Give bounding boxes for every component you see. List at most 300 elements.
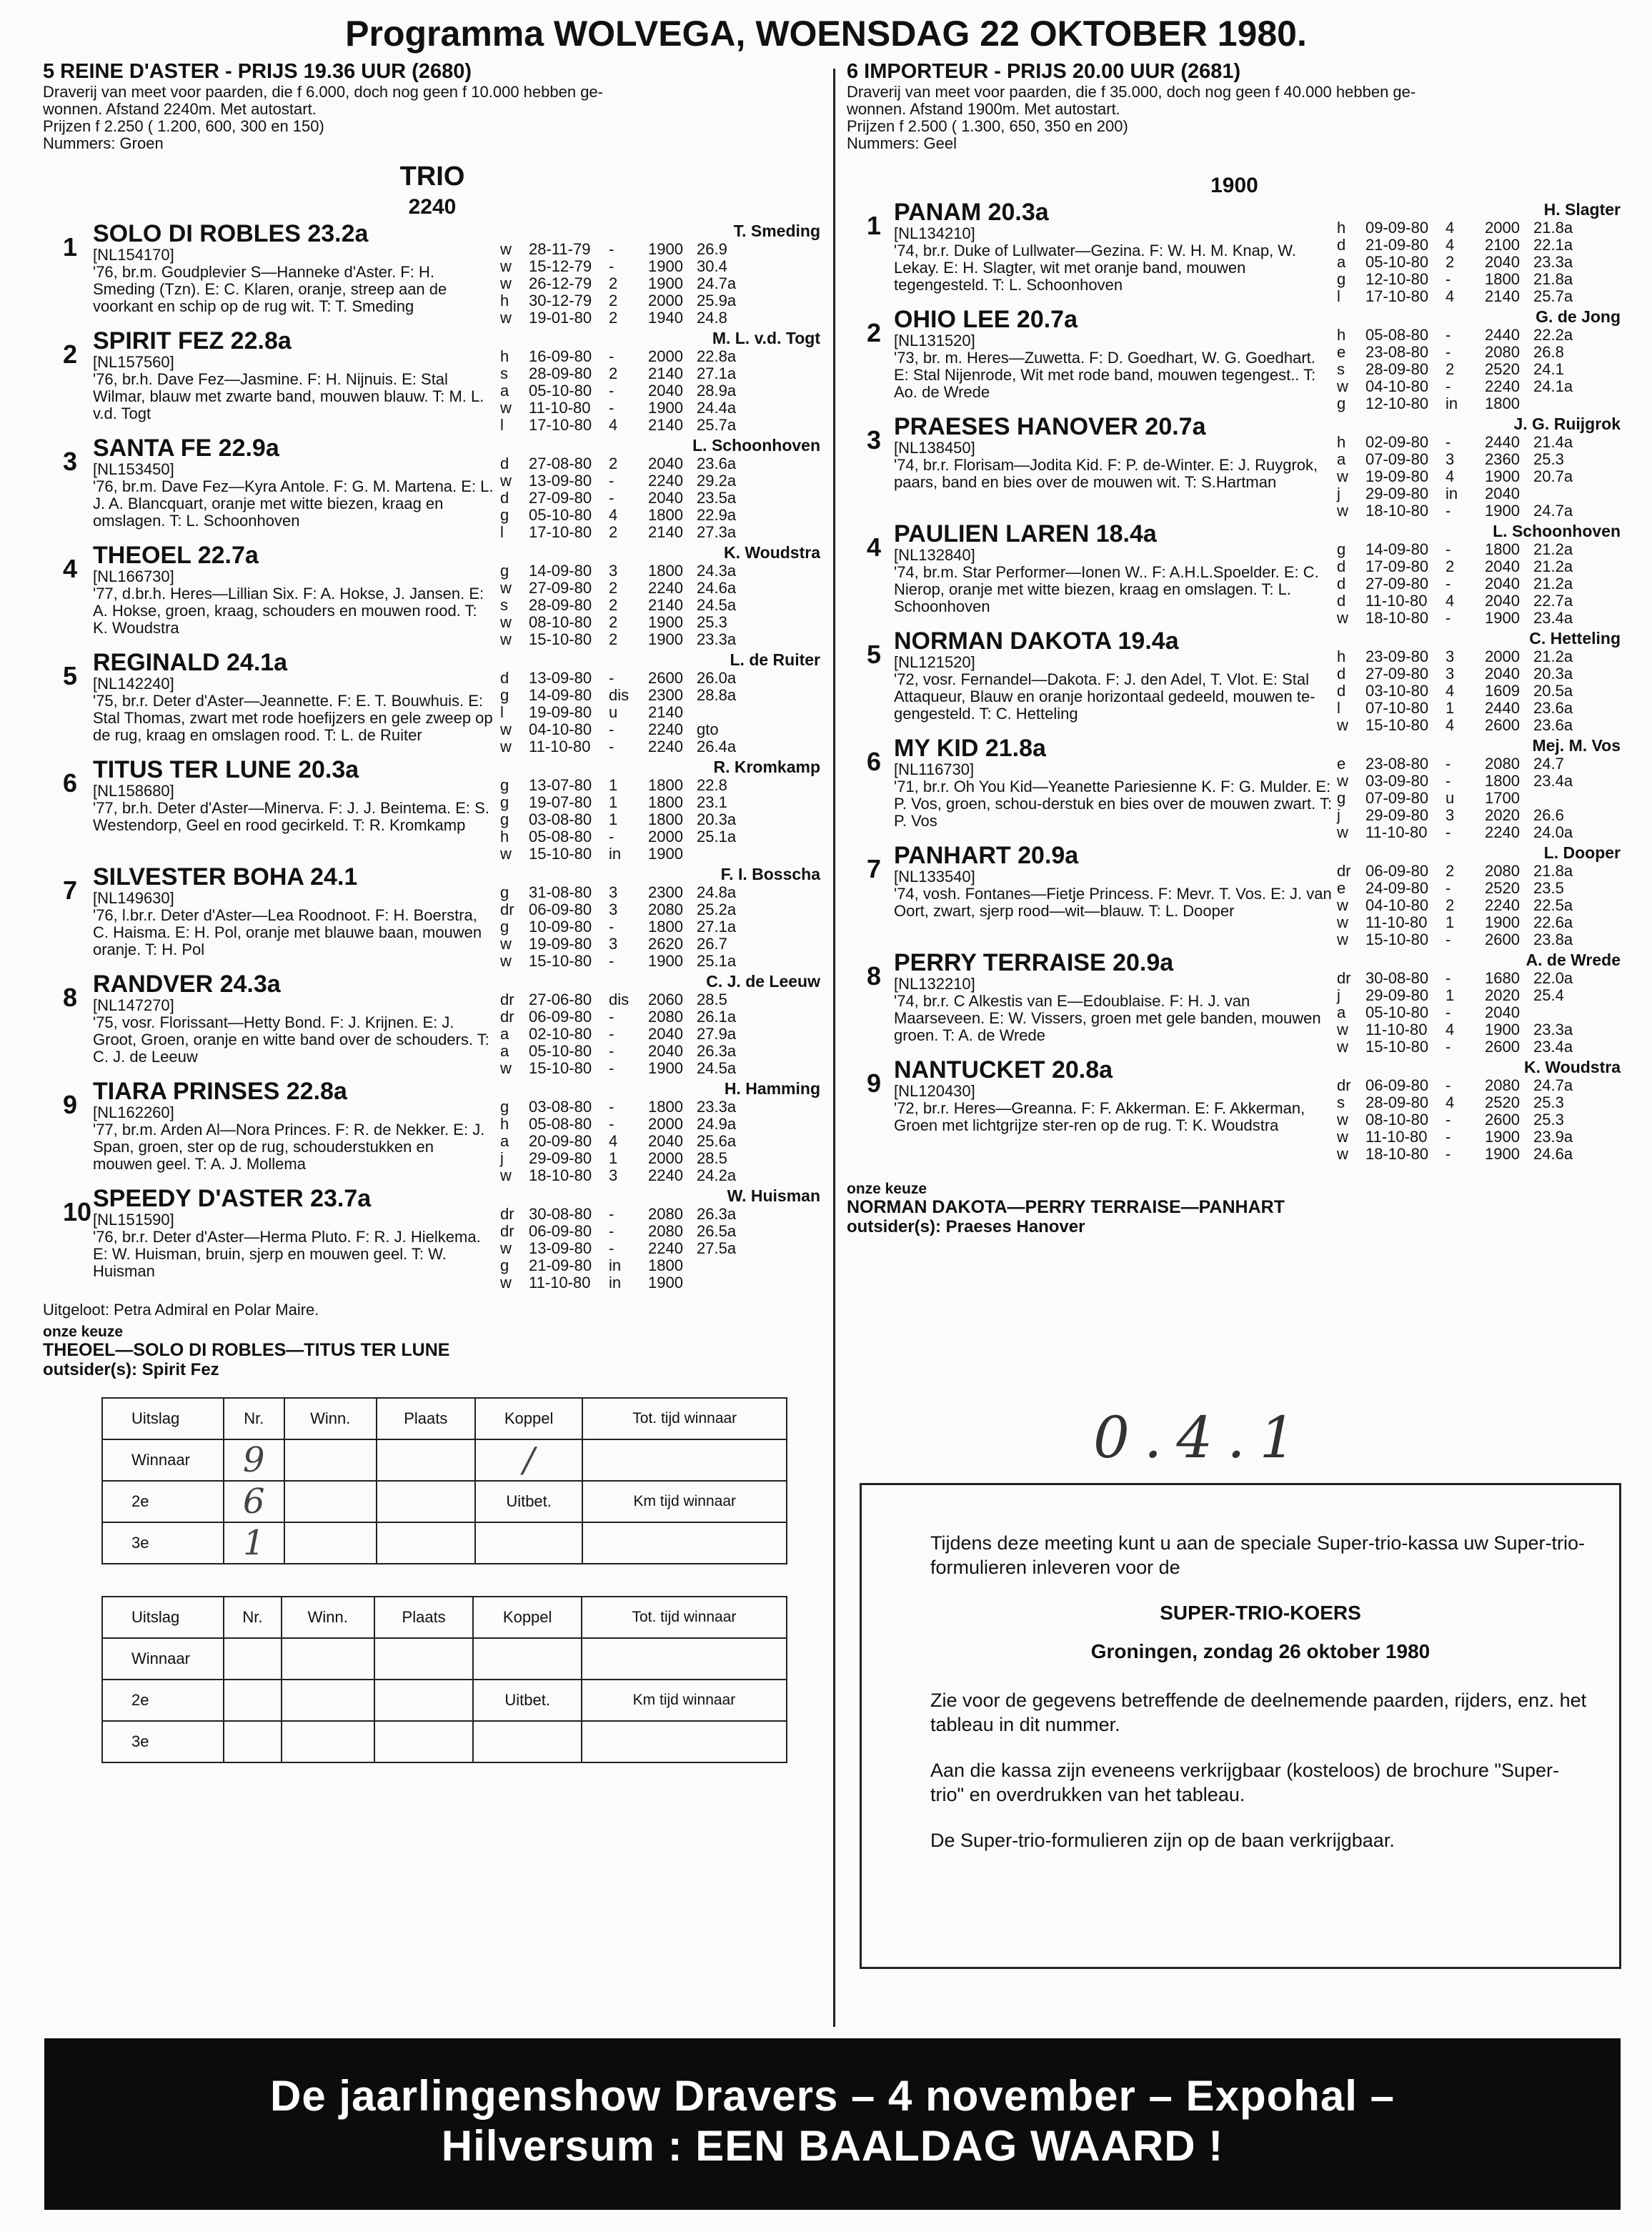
perf-date: 11-10-80 [1365, 592, 1428, 610]
horse-registration: [NL138450] [894, 439, 975, 457]
nr-cell[interactable] [224, 1680, 282, 1721]
perf-row [500, 828, 822, 845]
perf-date: 11-10-80 [1365, 823, 1428, 841]
perf-track: j [1337, 986, 1340, 1004]
perf-distance: 2520 [1485, 1093, 1520, 1111]
horse-number: 6 [63, 768, 78, 798]
perf-place: in [1446, 485, 1458, 502]
horse-performance [500, 435, 822, 541]
race-5-desc-line: Nummers: Groen [43, 134, 164, 152]
horse-driver: J. G. Ruijgrok [1513, 415, 1621, 433]
perf-distance: 2040 [1485, 253, 1520, 271]
perf-track: g [500, 686, 509, 704]
perf-time: 24.0a [1533, 823, 1573, 841]
horse-registration: [NL162260] [93, 1103, 174, 1121]
perf-time: 30.4 [697, 257, 727, 275]
table-row [102, 1638, 787, 1680]
perf-row [1337, 361, 1622, 378]
perf-date: 12-10-80 [1365, 270, 1429, 288]
perf-distance: 1800 [1485, 270, 1520, 288]
horse-performance [500, 1078, 822, 1184]
perf-distance: 1800 [648, 776, 683, 794]
horse-registration: [NL131520] [894, 332, 975, 349]
race-6-horse-list [847, 199, 1622, 1163]
perf-distance: 2080 [648, 1205, 683, 1223]
perf-date: 05-08-80 [529, 828, 592, 845]
perf-time: 26.8 [1533, 343, 1564, 361]
perf-date: 30-08-80 [1365, 969, 1429, 987]
nr-cell[interactable] [224, 1638, 282, 1680]
handwritten-koppel[interactable]: / [475, 1439, 583, 1481]
perf-distance: 2140 [648, 523, 683, 541]
plaats-cell[interactable] [377, 1439, 475, 1481]
perf-time: 21.2a [1533, 648, 1573, 665]
perf-date: 04-10-80 [1365, 377, 1429, 395]
perf-date: 15-12-79 [529, 257, 592, 275]
handwritten-nr[interactable]: 1 [224, 1522, 284, 1564]
race-6-desc-line: Draverij van meet voor paarden, die f 35.000, doch nog geen f 40.000 hebben ge- [847, 83, 1416, 101]
perf-track: d [1337, 682, 1346, 700]
perf-date: 05-10-80 [1365, 253, 1429, 271]
horse-performance [500, 1186, 822, 1291]
perf-distance: 2300 [648, 686, 683, 704]
perf-distance: 1900 [1485, 502, 1520, 520]
perf-distance: 2140 [648, 364, 683, 382]
perf-date: 27-09-80 [1365, 575, 1429, 592]
table-header-row [102, 1398, 787, 1439]
perf-time: 27.9a [697, 1025, 737, 1043]
horse-name: SOLO DI ROBLES 23.2a [93, 220, 369, 247]
horse-entry [847, 1057, 1622, 1163]
perf-distance: 1900 [1485, 467, 1520, 485]
koppel-cell[interactable] [473, 1721, 582, 1762]
race-5-desc-line: wonnen. Afstand 2240m. Met autostart. [43, 100, 317, 118]
horse-driver: W. Huisman [727, 1186, 820, 1205]
horse-registration: [NL132210] [894, 975, 975, 993]
perf-place: 3 [609, 935, 618, 953]
perf-distance: 2360 [1485, 450, 1520, 468]
horse-info [93, 757, 500, 863]
horse-driver: T. Smeding [733, 222, 820, 240]
keuze-label: onze keuze [847, 1181, 927, 1197]
perf-place: - [1446, 1111, 1451, 1129]
perf-track: dr [500, 1205, 514, 1223]
horse-driver: Mej. M. Vos [1532, 736, 1621, 755]
perf-place: - [1446, 1076, 1451, 1094]
perf-distance: 2440 [1485, 326, 1520, 344]
perf-distance: 2300 [648, 883, 683, 901]
perf-distance: 1900 [648, 274, 683, 292]
horse-performance [1337, 199, 1622, 305]
perf-place: 3 [609, 883, 618, 901]
perf-track: w [1337, 377, 1348, 395]
koppel-cell[interactable] [475, 1522, 583, 1564]
perf-track: d [500, 669, 509, 687]
perf-track: dr [1337, 969, 1351, 987]
perf-time: 20.5a [1533, 682, 1573, 700]
perf-time: 22.5a [1533, 896, 1573, 914]
perf-track: w [500, 579, 512, 597]
perf-row [500, 597, 822, 614]
perf-track: dr [1337, 1076, 1351, 1094]
race-6-column [847, 60, 1622, 1237]
perf-distance: 1800 [1485, 772, 1520, 790]
perf-distance: 2000 [1485, 648, 1520, 665]
perf-place: - [609, 1239, 614, 1257]
perf-date: 11-10-80 [529, 399, 591, 417]
perf-distance: 1800 [1485, 395, 1520, 412]
perf-row [1337, 683, 1622, 700]
perf-row [1337, 592, 1622, 610]
perf-distance: 2600 [1485, 716, 1520, 734]
horse-number: 9 [867, 1068, 882, 1098]
perf-row [1337, 863, 1622, 880]
horse-entry [43, 971, 822, 1077]
horse-name: TITUS TER LUNE 20.3a [93, 756, 359, 783]
horse-info [93, 328, 500, 434]
perf-date: 31-08-80 [529, 883, 592, 901]
perf-date: 15-10-80 [1365, 716, 1429, 734]
perf-row [500, 953, 822, 970]
perf-track: e [1337, 755, 1346, 773]
horse-description: '74, br.r. C Alkestis van E—Edoublaise. F: H. J. van Maarseveen. E: W. Vissers, groen met gele banden, mouwen groen. T: A. de Wrede [894, 992, 1321, 1044]
horse-name: MY KID 21.8a [894, 735, 1046, 762]
horse-description: '74, vosh. Fontanes—Fietje Princess. F: Mevr. T. Vos. E: J. van Oort, zwart, sjerp rood—wit—blauw. T: L. Dooper [894, 885, 1332, 920]
perf-time: gto [697, 720, 719, 738]
perf-time: 20.7a [1533, 467, 1573, 485]
tot-tijd-cell[interactable] [582, 1439, 787, 1481]
perf-time: 25.6a [697, 1132, 737, 1150]
perf-time: 22.9a [697, 506, 737, 524]
perf-time: 24.7 [1533, 755, 1564, 773]
winn-cell[interactable] [284, 1481, 377, 1522]
koppel-cell[interactable] [473, 1638, 582, 1680]
horse-number: 8 [63, 983, 78, 1012]
perf-row [1337, 931, 1622, 948]
header-cell: Koppel [473, 1597, 582, 1638]
plaats-cell[interactable] [377, 1481, 475, 1522]
perf-distance: 1800 [648, 1256, 683, 1274]
box-subtitle: Groningen, zondag 26 oktober 1980 [1090, 1640, 1430, 1662]
perf-track: d [500, 455, 509, 472]
horse-number: 2 [63, 339, 78, 369]
header-cell: Nr. [224, 1398, 284, 1439]
perf-distance: 2040 [1485, 557, 1520, 575]
horse-performance [1337, 735, 1622, 841]
horse-name: SPIRIT FEZ 22.8a [93, 327, 292, 354]
perf-distance: 2080 [648, 901, 683, 918]
perf-time: 25.1a [697, 952, 737, 970]
perf-place: 3 [1446, 806, 1455, 824]
horse-name: TIARA PRINSES 22.8a [93, 1078, 347, 1105]
perf-row [500, 348, 822, 365]
perf-track: w [500, 274, 512, 292]
perf-row [1337, 773, 1622, 790]
perf-time: 27.5a [697, 1239, 737, 1257]
perf-track: w [500, 240, 512, 258]
perf-place: 3 [1446, 648, 1455, 665]
perf-time: 23.8a [1533, 931, 1573, 948]
horse-driver: A. de Wrede [1526, 951, 1621, 969]
perf-track: w [1337, 716, 1348, 734]
horse-performance [1337, 307, 1622, 412]
perf-time: 23.9a [1533, 1128, 1573, 1146]
horse-registration: [NL158680] [93, 782, 174, 800]
perf-row [1337, 1004, 1622, 1021]
horse-name: THEOEL 22.7a [93, 542, 259, 569]
perf-distance: 2040 [1485, 592, 1520, 610]
perf-date: 15-10-80 [1365, 1038, 1429, 1056]
race-6-desc-line: Nummers: Geel [847, 134, 957, 152]
header-cell: Tot. tijd winnaar [582, 1398, 787, 1439]
box-title: SUPER-TRIO-KOERS [1160, 1602, 1361, 1624]
perf-place: - [1446, 823, 1451, 841]
horse-number: 3 [63, 447, 78, 476]
perf-row [1337, 897, 1622, 914]
perf-date: 03-08-80 [529, 1098, 592, 1116]
perf-track: h [1337, 219, 1346, 237]
perf-time: 24.5a [697, 596, 737, 614]
handwritten-nr[interactable]: 6 [224, 1481, 284, 1522]
perf-distance: 2140 [1485, 287, 1520, 305]
perf-row [500, 1274, 822, 1291]
perf-date: 03-08-80 [529, 810, 592, 828]
perf-distance: 2040 [648, 1042, 683, 1060]
perf-place: - [609, 347, 614, 365]
perf-date: 04-10-80 [1365, 896, 1429, 914]
perf-date: 06-09-80 [529, 1008, 592, 1026]
horse-info [894, 414, 1337, 520]
perf-date: 05-08-80 [529, 1115, 592, 1133]
keuze-text: NORMAN DAKOTA—PERRY TERRAISE—PANHART [847, 1197, 1285, 1217]
perf-time: 20.3a [1533, 665, 1573, 683]
perf-distance: 1900 [648, 240, 683, 258]
perf-place: 1 [1446, 986, 1455, 1004]
perf-time: 22.8a [697, 347, 737, 365]
perf-place: 4 [1446, 219, 1455, 237]
horse-driver: C. Hetteling [1529, 629, 1621, 648]
horse-description: '72, br.r. Heres—Greanna. F: F. Akkerman. E: F. Akkerman, Groen met lichtgrijze ster-ren op de rug. T: K. Woudstra [894, 1099, 1305, 1134]
perf-date: 07-10-80 [1365, 699, 1429, 717]
perf-time: 23.3a [697, 630, 737, 648]
perf-distance: 2040 [648, 455, 683, 472]
horse-entry [847, 628, 1622, 734]
winn-cell[interactable] [282, 1680, 374, 1721]
perf-place: - [1446, 1038, 1451, 1056]
perf-track: s [1337, 1093, 1345, 1111]
winn-cell[interactable] [282, 1638, 374, 1680]
winn-cell[interactable] [282, 1721, 374, 1762]
perf-place: 4 [1446, 592, 1455, 610]
horse-number: 8 [867, 961, 882, 991]
horse-registration: [NL116730] [894, 760, 975, 778]
perf-time: 24.6a [1533, 1145, 1573, 1163]
perf-track: w [1337, 609, 1348, 627]
perf-distance: 1900 [648, 399, 683, 417]
outsider-text: outsider(s): Spirit Fez [43, 1360, 219, 1379]
plaats-cell[interactable] [374, 1721, 474, 1762]
horse-info [93, 1078, 500, 1184]
perf-row [1337, 575, 1622, 592]
perf-track: w [1337, 913, 1348, 931]
perf-track: g [500, 1256, 509, 1274]
perf-distance: 1900 [648, 257, 683, 275]
horse-driver: L. Schoonhoven [692, 436, 820, 455]
perf-row [500, 811, 822, 828]
perf-distance: 2240 [648, 472, 683, 490]
perf-row [1337, 1111, 1622, 1129]
perf-track: d [500, 489, 509, 507]
perf-row [1337, 378, 1622, 395]
horse-description: '76, br.h. Dave Fez—Jasmine. F: H. Nijnuis. E: Stal Wilmar, blauw met zwarte band, mouwen blauw. T: M. L. v.d. Togt [93, 370, 484, 422]
perf-distance: 1609 [1485, 682, 1520, 700]
perf-time [697, 704, 754, 721]
perf-row [1337, 700, 1622, 717]
horse-name: PRAESES HANOVER 20.7a [894, 413, 1206, 440]
perf-date: 02-09-80 [1365, 433, 1429, 451]
perf-distance: 2240 [648, 579, 683, 597]
perf-row [500, 258, 822, 275]
perf-place: - [1446, 343, 1451, 361]
perf-track: j [1337, 806, 1340, 824]
perf-distance: 2240 [1485, 377, 1520, 395]
perf-distance: 2040 [648, 1132, 683, 1150]
winn-cell[interactable] [284, 1522, 377, 1564]
perf-track: w [500, 630, 512, 648]
horse-description: '72, vosr. Fernandel—Dakota. F: J. den Adel, T. Vlot. E: Stal Attaqueur, Blauw en oranje horizontaal gedeeld, mouwen te-gengesteld. T: C. Hetteling [894, 670, 1315, 723]
perf-distance: 2000 [648, 347, 683, 365]
perf-place: dis [609, 991, 630, 1008]
perf-time: 29.2a [697, 472, 737, 490]
perf-distance: 1900 [1485, 1021, 1520, 1038]
horse-performance [500, 971, 822, 1077]
perf-row [1337, 1146, 1622, 1163]
plaats-cell[interactable] [377, 1522, 475, 1564]
horse-driver: L. de Ruiter [730, 650, 820, 669]
handwritten-nr[interactable]: 9 [224, 1439, 284, 1481]
perf-row [500, 400, 822, 417]
horse-entry [43, 864, 822, 970]
perf-distance: 1800 [648, 810, 683, 828]
horse-name: PAULIEN LAREN 18.4a [894, 520, 1157, 547]
tot-tijd-cell[interactable] [582, 1721, 787, 1762]
perf-date: 16-09-80 [529, 347, 592, 365]
km-tijd-cell: Km tijd winnaar [582, 1680, 787, 1721]
perf-time: 22.8 [697, 776, 727, 794]
perf-date: 11-10-80 [1365, 1128, 1428, 1146]
horse-info [93, 971, 500, 1077]
perf-distance: 1800 [648, 918, 683, 936]
winn-cell[interactable] [284, 1439, 377, 1481]
horse-registration: [NL157560] [93, 353, 174, 371]
perf-track: d [1337, 557, 1346, 575]
horse-registration: [NL132840] [894, 546, 975, 564]
perf-date: 17-10-80 [529, 523, 592, 541]
perf-time: 22.6a [1533, 913, 1573, 931]
perf-track: g [500, 883, 509, 901]
perf-date: 19-09-80 [529, 935, 592, 953]
perf-row [500, 507, 822, 524]
plaats-cell[interactable] [374, 1638, 474, 1680]
perf-date: 27-09-80 [529, 489, 592, 507]
horse-info [894, 628, 1337, 734]
perf-distance: 1800 [1485, 540, 1520, 558]
perf-row [500, 704, 822, 721]
tot-tijd-cell[interactable] [582, 1522, 787, 1564]
perf-track: h [500, 828, 509, 845]
horse-performance [500, 650, 822, 755]
perf-row [500, 1206, 822, 1223]
perf-track: w [500, 257, 512, 275]
horse-name: PERRY TERRAISE 20.9a [894, 949, 1174, 976]
nr-cell[interactable] [224, 1721, 282, 1762]
perf-distance: 2600 [648, 669, 683, 687]
perf-distance: 1900 [1485, 1145, 1520, 1163]
horse-description: '75, br.r. Deter d'Aster—Jeannette. F: E. T. Bouwhuis. E: Stal Thomas, zwart met rode hoefijzers en gele zweep op de rug, kraag en omslagen rood. T: L. de Ruiter [93, 692, 493, 744]
perf-track: a [1337, 253, 1346, 271]
perf-distance: 2080 [1485, 343, 1520, 361]
perf-date: 21-09-80 [1365, 236, 1429, 254]
race-6-description [847, 84, 1622, 152]
perf-place: u [609, 703, 618, 721]
box-paragraph: Aan die kassa zijn eveneens verkrijgbaar (kosteloos) de brochure "Super-trio" en overdrukken van het tableau. [930, 1760, 1560, 1805]
perf-date: 28-09-80 [529, 596, 592, 614]
horse-info [93, 1186, 500, 1291]
perf-time: 28.9a [697, 382, 737, 400]
perf-place: - [1446, 502, 1451, 520]
perf-date: 05-10-80 [529, 382, 592, 400]
tot-tijd-cell[interactable] [582, 1638, 787, 1680]
horse-entry [43, 328, 822, 434]
header-cell: Tot. tijd winnaar [582, 1597, 787, 1638]
perf-row [1337, 254, 1622, 271]
horse-description: '71, br.r. Oh You Kid—Yeanette Pariesienne K. F: G. Mulder. E: P. Vos, groen, schou-derstuk en bies over de mouwen zwart. T: P. Vos [894, 778, 1333, 830]
perf-time: 21.2a [1533, 557, 1573, 575]
perf-place: 1 [609, 810, 618, 828]
perf-time: 23.4a [1533, 609, 1573, 627]
plaats-cell[interactable] [374, 1680, 474, 1721]
perf-row [1337, 1021, 1622, 1038]
perf-time: 21.8a [1533, 219, 1573, 237]
table-header-row [102, 1597, 787, 1638]
perf-place: - [609, 1115, 614, 1133]
race-5-desc-line: Prijzen f 2.250 ( 1.200, 600, 300 en 150) [43, 117, 324, 135]
perf-place: - [1446, 326, 1451, 344]
perf-track: w [1337, 931, 1348, 948]
perf-time: 24.3a [697, 562, 737, 580]
perf-date: 12-10-80 [1365, 395, 1429, 412]
perf-distance: 2040 [648, 1025, 683, 1043]
perf-track: s [500, 364, 508, 382]
perf-place: - [1446, 270, 1451, 288]
perf-place: - [609, 472, 614, 490]
horse-driver: M. L. v.d. Togt [712, 329, 820, 347]
perf-distance: 2520 [1485, 360, 1520, 378]
perf-place: - [1446, 609, 1451, 627]
race-5-heading: 5 REINE D'ASTER - PRIJS 19.36 UUR (2680) [43, 60, 472, 83]
perf-track: w [1337, 502, 1348, 520]
perf-place: - [609, 1025, 614, 1043]
perf-track: l [1337, 699, 1340, 717]
perf-time: 23.6a [1533, 699, 1573, 717]
perf-time: 26.4a [697, 738, 737, 755]
horse-entry [847, 307, 1622, 412]
horse-performance [1337, 521, 1622, 627]
perf-distance: 2080 [1485, 862, 1520, 880]
row-label: 2e [102, 1680, 224, 1721]
perf-distance: 1800 [648, 562, 683, 580]
horse-entry [43, 757, 822, 863]
